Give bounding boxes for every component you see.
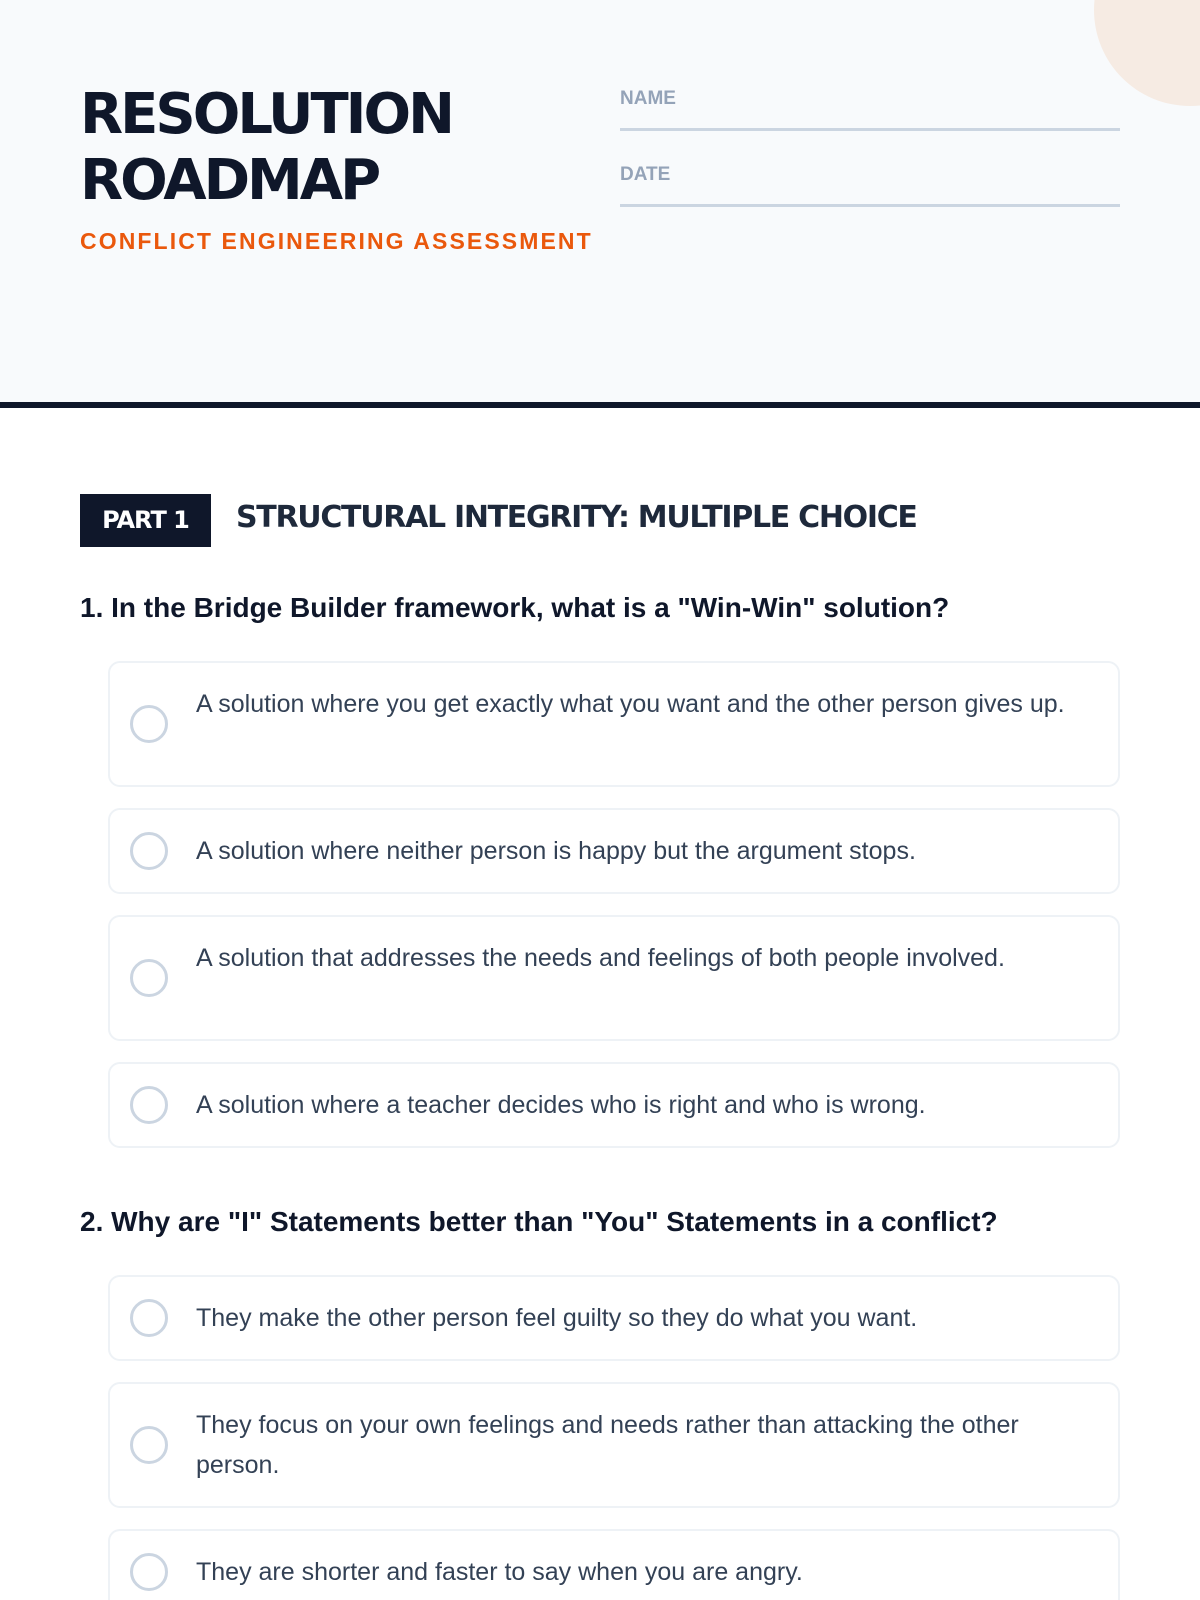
option-text: A solution where a teacher decides who is right and who is wrong.	[196, 1091, 926, 1119]
title-line-1: RESOLUTION	[80, 82, 452, 147]
date-label: DATE	[620, 164, 671, 185]
title-line-2: ROADMAP	[80, 148, 379, 213]
part-title: STRUCTURAL INTEGRITY: MULTIPLE CHOICE	[236, 500, 917, 535]
worksheet-header	[0, 0, 1200, 408]
question-2-option-c[interactable]	[108, 1529, 1120, 1600]
option-text: They are shorter and faster to say when you are angry.	[196, 1558, 803, 1586]
radio-unselected-icon[interactable]	[130, 1299, 168, 1337]
question-2-option-a[interactable]	[108, 1275, 1120, 1361]
question-1-option-d[interactable]	[108, 1062, 1120, 1148]
question-1-option-a[interactable]	[108, 661, 1120, 787]
page-title	[80, 82, 452, 214]
option-text: A solution where neither person is happy but the argument stops.	[196, 837, 916, 865]
radio-unselected-icon[interactable]	[130, 1086, 168, 1124]
question-1: 1. In the Bridge Builder framework, what is a "Win-Win" solution?	[80, 592, 950, 623]
radio-unselected-icon[interactable]	[130, 959, 168, 997]
option-text: They make the other person feel guilty so they do what you want.	[196, 1304, 918, 1332]
option-text: They focus on your own feelings and needs rather than attacking the other person.	[196, 1411, 1019, 1479]
question-1-option-b[interactable]	[108, 808, 1120, 894]
option-text: A solution that addresses the needs and feelings of both people involved.	[196, 944, 1005, 972]
name-input[interactable]	[710, 92, 1114, 124]
date-input[interactable]	[710, 168, 1114, 200]
radio-unselected-icon[interactable]	[130, 1553, 168, 1591]
name-field[interactable]	[620, 88, 1120, 131]
radio-unselected-icon[interactable]	[130, 832, 168, 870]
page-subtitle: CONFLICT ENGINEERING ASSESSMENT	[80, 228, 593, 254]
option-text: A solution where you get exactly what you want and the other person gives up.	[196, 690, 1065, 718]
date-field[interactable]	[620, 164, 1120, 207]
question-1-option-c[interactable]	[108, 915, 1120, 1041]
name-label: NAME	[620, 88, 676, 109]
part-badge: PART 1	[80, 494, 211, 547]
question-2: 2. Why are "I" Statements better than "You" Statements in a conflict?	[80, 1206, 998, 1237]
question-2-option-b[interactable]	[108, 1382, 1120, 1508]
radio-unselected-icon[interactable]	[130, 1426, 168, 1464]
radio-unselected-icon[interactable]	[130, 705, 168, 743]
